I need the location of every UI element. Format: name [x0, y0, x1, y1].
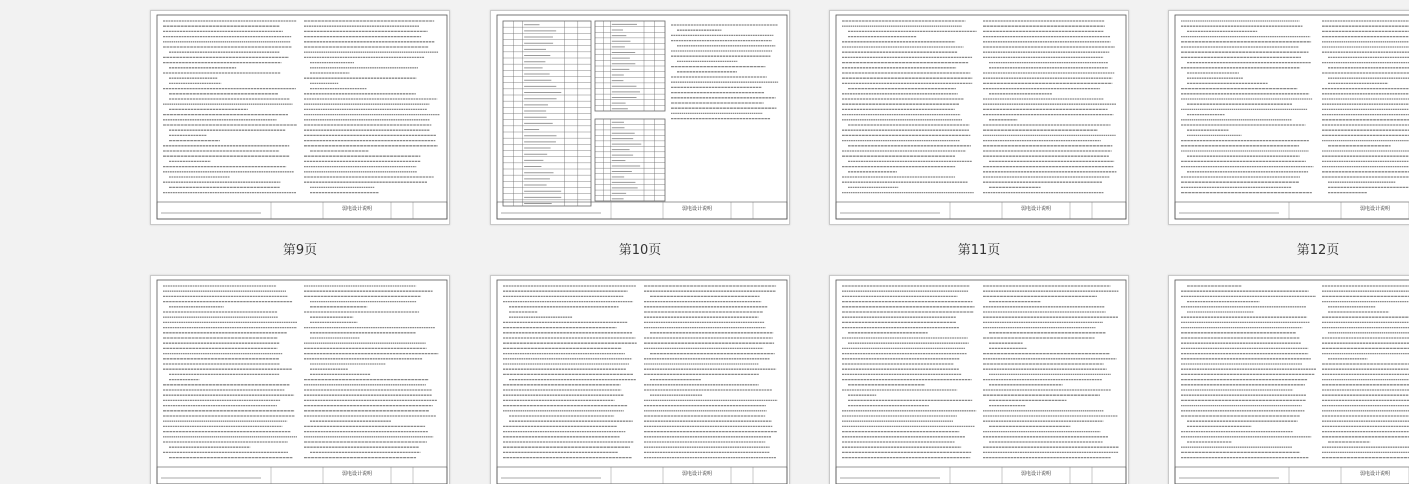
title-block-text: 弱电设计说明 [681, 206, 713, 212]
title-block-text: 弱电设计说明 [1020, 471, 1052, 477]
title-block-text: 弱电设计说明 [1020, 206, 1052, 212]
drawing-sheet-graphic [830, 276, 1129, 484]
title-block-text: 弱电设计说明 [1359, 471, 1391, 477]
page-sheet-preview[interactable] [490, 275, 790, 484]
title-block-text: 弱电设计说明 [341, 471, 373, 477]
page-sheet-preview[interactable] [829, 275, 1129, 484]
page-number-label: 第10页 [618, 243, 662, 258]
drawing-sheet-graphic [151, 276, 450, 484]
page-number-label: 第12页 [1296, 243, 1340, 258]
title-block-text: 弱电设计说明 [1359, 206, 1391, 212]
page-sheet-preview[interactable] [490, 10, 790, 225]
page-sheet-preview[interactable] [1168, 10, 1409, 225]
drawing-sheet-graphic [1169, 11, 1409, 225]
page-sheet-preview[interactable] [150, 275, 450, 484]
page-number-label: 第11页 [957, 243, 1001, 258]
drawing-sheet-graphic [491, 276, 790, 484]
title-block-text: 弱电设计说明 [681, 471, 713, 477]
drawing-sheet-graphic [491, 11, 790, 225]
drawing-sheet-graphic [151, 11, 450, 225]
page-sheet-preview[interactable] [150, 10, 450, 225]
page-number-label: 第9页 [282, 243, 318, 258]
title-block-text: 弱电设计说明 [341, 206, 373, 212]
page-sheet-preview[interactable] [829, 10, 1129, 225]
drawing-sheet-graphic [830, 11, 1129, 225]
page-sheet-preview[interactable] [1168, 275, 1409, 484]
drawing-sheet-graphic [1169, 276, 1409, 484]
